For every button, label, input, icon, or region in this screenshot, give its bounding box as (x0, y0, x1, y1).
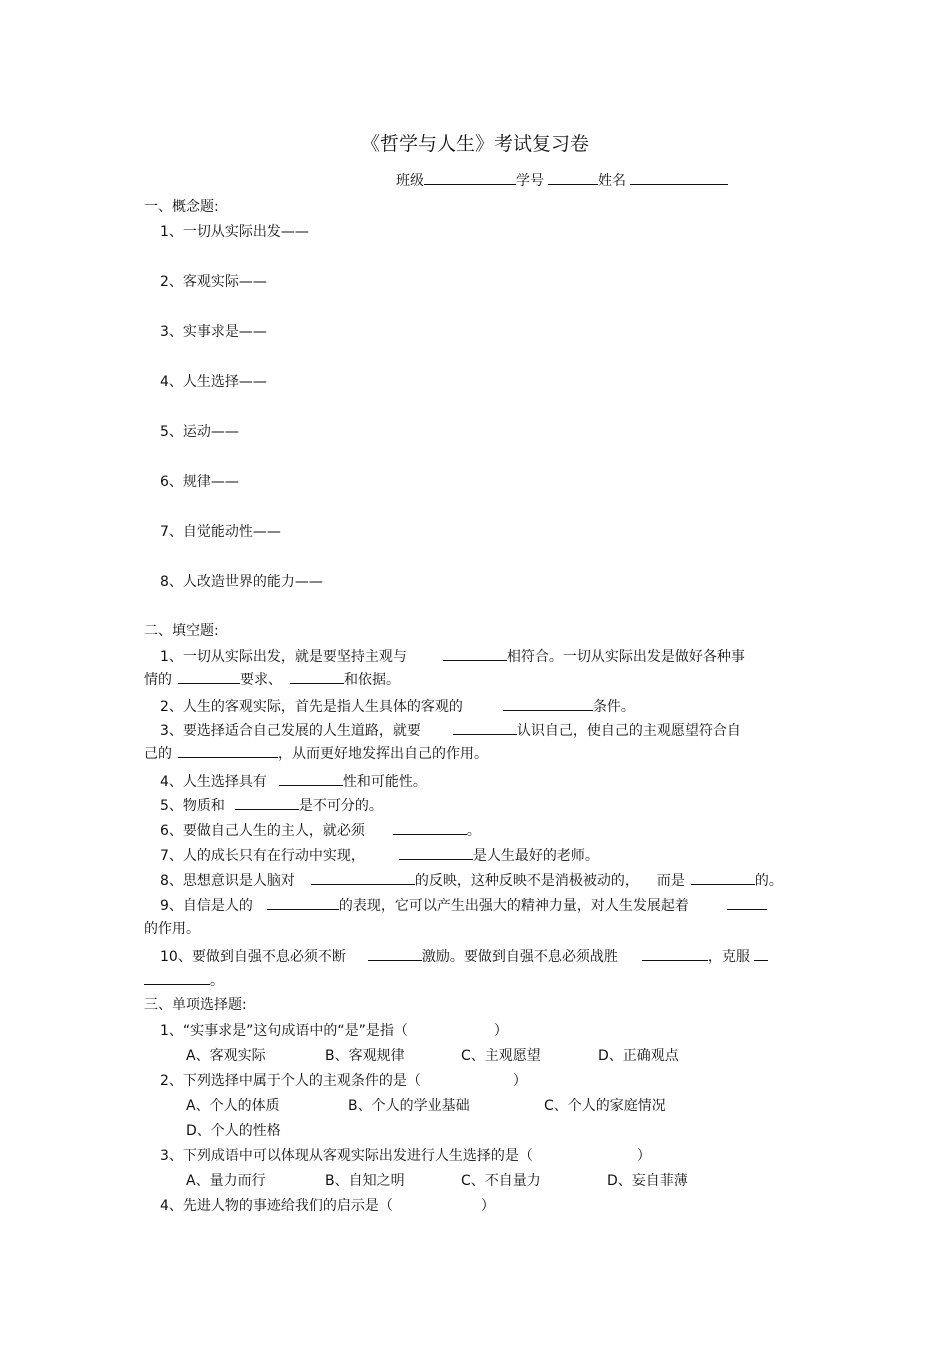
fill-question-7: 7、人的成长只有在行动中实现， 是人生最好的老师。 (160, 845, 599, 865)
answer-blank[interactable] (754, 946, 768, 961)
fill-question-10: 10、要做到自强不息必须不断 激励。要做到自强不息必须战胜 ，克服 (160, 946, 768, 966)
answer-blank[interactable] (503, 696, 593, 711)
name-label: 姓名 (598, 173, 626, 189)
fill-question-8: 8、思想意识是人脑对 的反映，这种反映不是消极被动的， 而是 的。 (160, 870, 783, 890)
concept-item: 2、客观实际—— (160, 274, 267, 290)
choice-option[interactable]: A、客观实际 (186, 1048, 266, 1064)
section-choice-heading: 三、单项选择题: (144, 997, 247, 1013)
concept-item: 1、一切从实际出发—— (160, 224, 309, 240)
answer-blank[interactable] (144, 970, 210, 985)
concept-item: 5、运动—— (160, 424, 239, 440)
concept-item: 3、实事求是—— (160, 324, 267, 340)
class-blank[interactable] (424, 170, 516, 185)
answer-blank[interactable] (453, 720, 517, 735)
choice-option[interactable]: B、客观规律 (325, 1048, 405, 1064)
choice-option[interactable]: D、个人的性格 (186, 1123, 281, 1139)
fill-question-5: 5、物质和 是不可分的。 (160, 795, 383, 815)
concept-item: 8、人改造世界的能力—— (160, 574, 323, 590)
choice-question-4: 4、先进人物的事迹给我们的启示是（ ） (160, 1198, 495, 1214)
answer-blank[interactable] (727, 895, 767, 910)
answer-blank[interactable] (368, 946, 422, 961)
fill-question-4: 4、人生选择具有 性和可能性。 (160, 771, 427, 791)
fill-question-6: 6、要做自己人生的主人，就必须 。 (160, 820, 481, 840)
fill-question-3-cont: 己的 ，从而更好地发挥出自己的作用。 (144, 743, 488, 763)
choice-option[interactable]: B、个人的学业基础 (348, 1098, 470, 1114)
answer-blank[interactable] (393, 820, 467, 835)
student-id-blank[interactable] (548, 170, 598, 185)
choice-option[interactable]: A、量力而行 (186, 1173, 266, 1189)
choice-option[interactable]: B、自知之明 (325, 1173, 405, 1189)
answer-blank[interactable] (691, 870, 755, 885)
fill-question-2: 2、人生的客观实际，首先是指人生具体的客观的 条件。 (160, 696, 635, 716)
fill-question-10-cont: 。 (144, 970, 224, 990)
section-fill-heading: 二、填空题: (144, 623, 219, 639)
fill-question-9-cont: 的作用。 (144, 921, 200, 937)
answer-blank[interactable] (235, 795, 299, 810)
choice-question-2: 2、下列选择中属于个人的主观条件的是（ ） (160, 1073, 527, 1089)
concept-item: 6、规律—— (160, 474, 239, 490)
answer-blank[interactable] (443, 646, 507, 661)
choice-question-1: 1、“实事求是”这句成语中的“是”是指（ ） (160, 1023, 508, 1039)
choice-option[interactable]: C、主观愿望 (461, 1048, 541, 1064)
class-label: 班级 (396, 173, 424, 189)
choice-option[interactable]: C、个人的家庭情况 (544, 1098, 666, 1114)
answer-blank[interactable] (399, 845, 473, 860)
answer-blank[interactable] (178, 743, 278, 758)
name-blank[interactable] (630, 170, 728, 185)
fill-question-1: 1、一切从实际出发，就是要坚持主观与 相符合。一切从实际出发是做好各种事 (160, 646, 745, 666)
choice-option[interactable]: C、不自量力 (461, 1173, 541, 1189)
answer-blank[interactable] (311, 870, 415, 885)
student-id-label: 学号 (516, 173, 544, 189)
answer-blank[interactable] (178, 669, 240, 684)
choice-option[interactable]: A、个人的体质 (186, 1098, 280, 1114)
fill-question-9: 9、自信是人的 的表现，它可以产生出强大的精神力量，对人生发展起着 (160, 895, 767, 915)
choice-question-3: 3、下列成语中可以体现从客观实际出发进行人生选择的是（ ） (160, 1148, 651, 1164)
answer-blank[interactable] (267, 895, 339, 910)
concept-item: 7、自觉能动性—— (160, 524, 281, 540)
concept-item: 4、人生选择—— (160, 374, 267, 390)
fill-question-1-cont: 情的 要求、 和依据。 (144, 669, 400, 689)
choice-option[interactable]: D、妄自菲薄 (607, 1173, 688, 1189)
section-concepts-heading: 一、概念题: (144, 199, 219, 215)
answer-blank[interactable] (642, 946, 708, 961)
answer-blank[interactable] (279, 771, 343, 786)
student-info-line (396, 170, 728, 190)
fill-question-3: 3、要选择适合自己发展的人生道路，就要 认识自己，使自己的主观愿望符合自 (160, 720, 741, 740)
choice-option[interactable]: D、正确观点 (598, 1048, 679, 1064)
answer-blank[interactable] (290, 669, 344, 684)
page-title: 《哲学与人生》考试复习卷 (360, 133, 589, 155)
